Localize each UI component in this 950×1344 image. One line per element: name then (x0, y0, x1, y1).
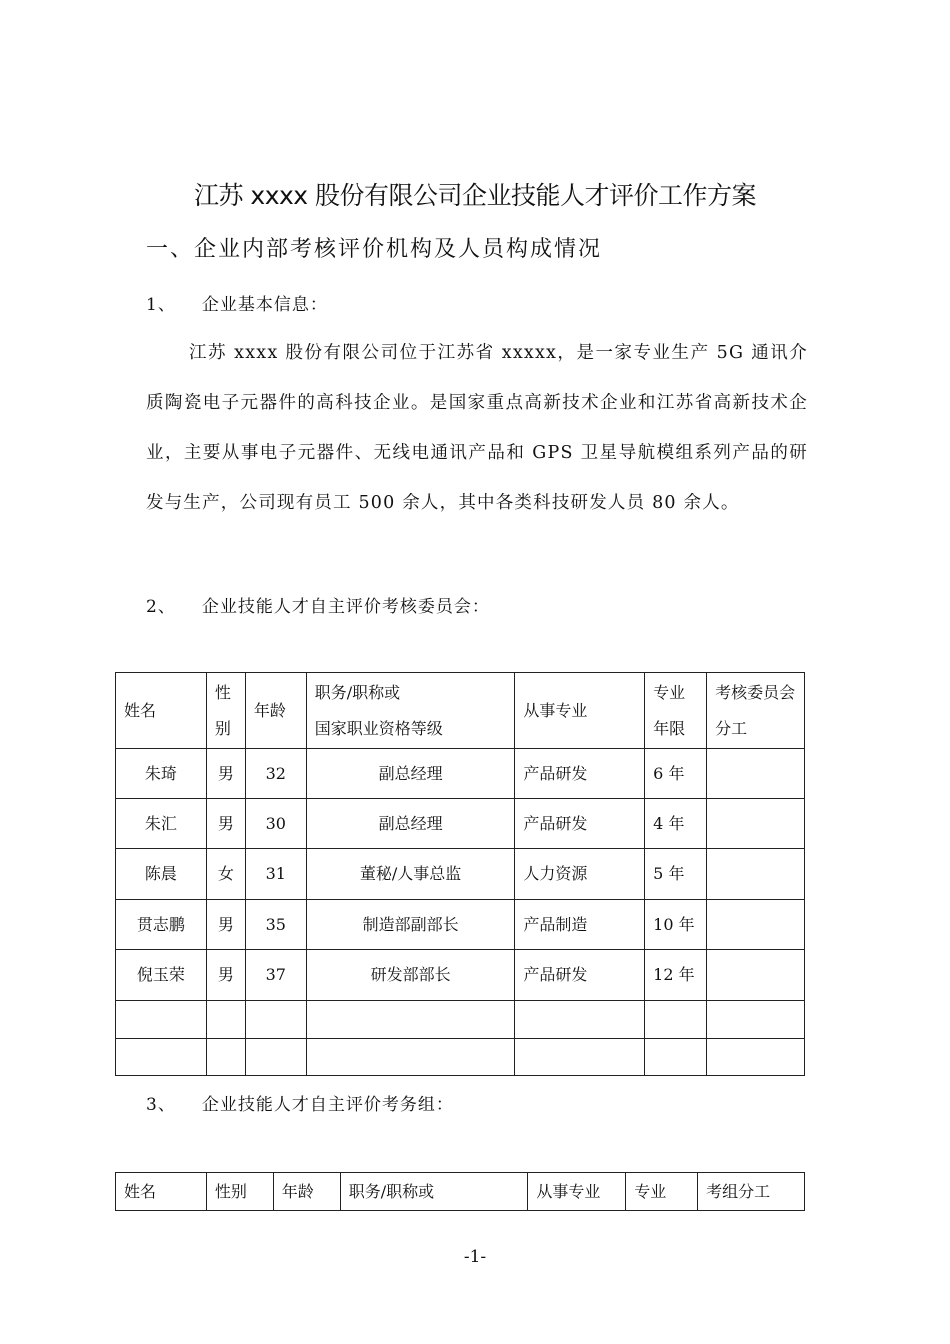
page-number: -1- (463, 1247, 487, 1267)
cell-name: 陈晨 (116, 849, 207, 900)
cell-empty (245, 1001, 306, 1039)
header-specialty: 从事专业 (528, 1173, 626, 1211)
header-gender: 性别 (206, 673, 245, 749)
cell-empty (645, 1039, 707, 1076)
table-row-empty (116, 1039, 805, 1076)
header-role: 考核委员会分工 (707, 673, 805, 749)
item-label: 企业技能人才自主评价考务组： (201, 1095, 454, 1115)
company-description: 江苏 xxxx 股份有限公司位于江苏省 xxxxx，是一家专业生产 5G 通讯介质陶瓷电子元器件的高科技企业。是国家重点高新技术企业和江苏省高新技术企业，主要从事电子元器件、无线电通讯产品和 GPS 卫星导航模组系列产品的研发与生产，公司现有员工 500 余人，其中各类科技研发人员 80 余人。 (146, 343, 808, 513)
cell-gender: 男 (206, 900, 245, 950)
cell-name: 倪玉荣 (116, 950, 207, 1001)
cell-empty (116, 1039, 207, 1076)
item-2-heading (146, 592, 490, 617)
item-label: 企业技能人才自主评价考核委员会： (201, 597, 490, 617)
item-1-heading (146, 290, 328, 315)
document-title: 江苏 xxxx 股份有限公司企业技能人才评价工作方案 (193, 181, 757, 210)
cell-empty (206, 1039, 245, 1076)
cell-role (707, 849, 805, 900)
cell-age: 35 (245, 900, 306, 950)
cell-age: 32 (245, 749, 306, 799)
item-3-heading (146, 1090, 454, 1115)
cell-age: 37 (245, 950, 306, 1001)
cell-years: 12 年 (645, 950, 707, 1001)
cell-title: 制造部副部长 (306, 900, 515, 950)
header-title-line1: 职务/职称或 (314, 682, 401, 702)
cell-specialty: 产品研发 (515, 749, 645, 799)
table-header-row (116, 673, 805, 749)
cell-empty (515, 1039, 645, 1076)
table-header-row (116, 1173, 805, 1211)
cell-years: 5 年 (645, 849, 707, 900)
table-row (116, 900, 805, 950)
cell-specialty: 产品制造 (515, 900, 645, 950)
cell-empty (515, 1001, 645, 1039)
table-row-empty (116, 1001, 805, 1039)
cell-gender: 男 (206, 950, 245, 1001)
header-years: 专业年限 (645, 673, 707, 749)
header-gender: 性别 (206, 1173, 273, 1211)
item-number: 2、 (146, 597, 176, 617)
header-name: 姓名 (116, 673, 207, 749)
exam-affairs-table (115, 1172, 805, 1211)
cell-empty (206, 1001, 245, 1039)
cell-name: 朱琦 (116, 749, 207, 799)
cell-gender: 女 (206, 849, 245, 900)
cell-title: 副总经理 (306, 749, 515, 799)
cell-age: 31 (245, 849, 306, 900)
cell-gender: 男 (206, 799, 245, 849)
table-row (116, 749, 805, 799)
header-role: 考组分工 (698, 1173, 805, 1211)
header-title-line2: 国家职业资格等级 (314, 718, 443, 738)
table-row (116, 849, 805, 900)
cell-specialty: 产品研发 (515, 799, 645, 849)
cell-years: 10 年 (645, 900, 707, 950)
cell-role (707, 900, 805, 950)
cell-role (707, 950, 805, 1001)
header-name: 姓名 (116, 1173, 207, 1211)
item-label: 企业基本信息： (201, 295, 328, 315)
cell-empty (707, 1001, 805, 1039)
table-row (116, 950, 805, 1001)
cell-title: 副总经理 (306, 799, 515, 849)
cell-age: 30 (245, 799, 306, 849)
item-number: 3、 (146, 1095, 176, 1115)
cell-title: 研发部部长 (306, 950, 515, 1001)
cell-role (707, 749, 805, 799)
header-years: 专业 (626, 1173, 698, 1211)
cell-gender: 男 (206, 749, 245, 799)
cell-empty (116, 1001, 207, 1039)
header-age: 年龄 (273, 1173, 340, 1211)
cell-years: 6 年 (645, 749, 707, 799)
cell-empty (306, 1001, 515, 1039)
cell-empty (306, 1039, 515, 1076)
cell-specialty: 人力资源 (515, 849, 645, 900)
cell-empty (707, 1039, 805, 1076)
item-number: 1、 (146, 295, 176, 315)
cell-title: 董秘/人事总监 (306, 849, 515, 900)
cell-specialty: 产品研发 (515, 950, 645, 1001)
cell-name: 贯志鹏 (116, 900, 207, 950)
header-specialty: 从事专业 (515, 673, 645, 749)
cell-name: 朱汇 (116, 799, 207, 849)
table-row (116, 799, 805, 849)
cell-empty (245, 1039, 306, 1076)
header-title (306, 673, 515, 749)
header-age: 年龄 (245, 673, 306, 749)
cell-years: 4 年 (645, 799, 707, 849)
committee-table (115, 672, 805, 1076)
section-heading: 一、企业内部考核评价机构及人员构成情况 (146, 237, 603, 262)
cell-role (707, 799, 805, 849)
cell-empty (645, 1001, 707, 1039)
header-title: 职务/职称或 (340, 1173, 528, 1211)
